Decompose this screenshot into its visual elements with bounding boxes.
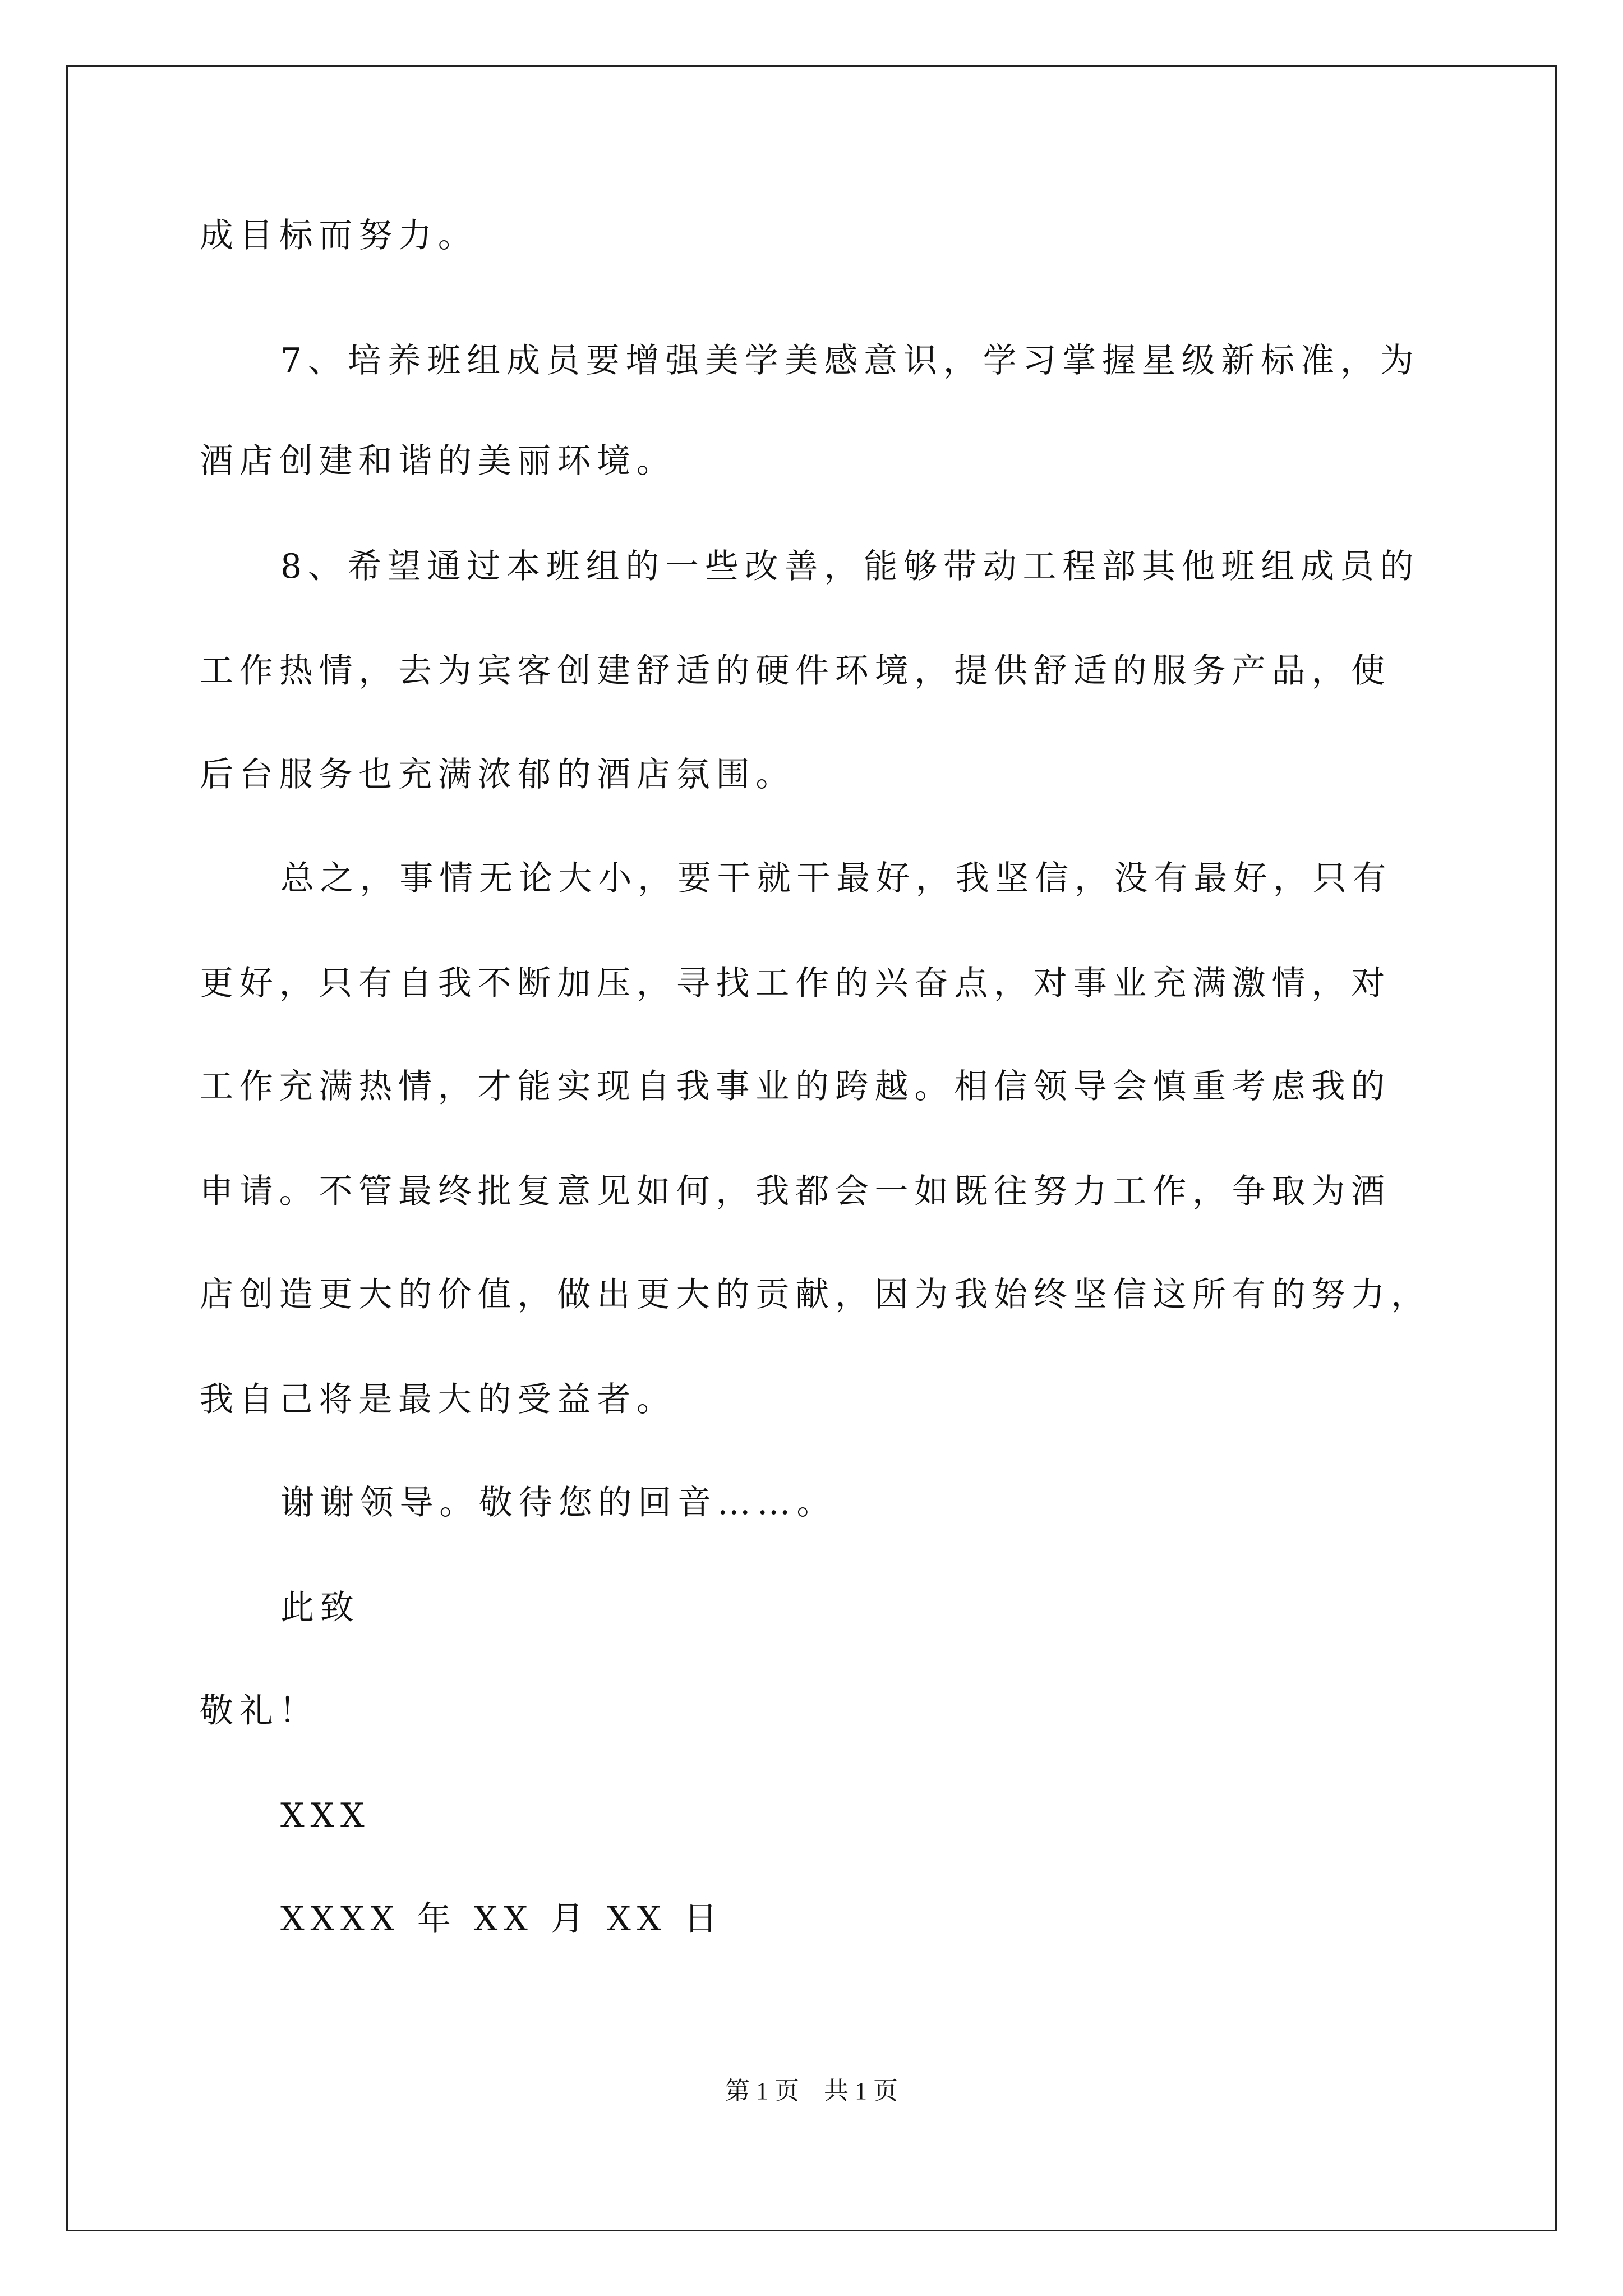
closing-jingli: 敬礼！ xyxy=(200,1691,319,1731)
body-line-12: 我自己将是最大的受益者。 xyxy=(200,1380,676,1419)
body-line-9: 工作充满热情，才能实现自我事业的跨越。相信领导会慎重考虑我的 xyxy=(200,1067,1391,1106)
page-footer: 第 1 页 共 1 页 xyxy=(725,2077,898,2105)
body-line-2: 7、培养班组成员要增强美学美感意识，学习掌握星级新标准，为 xyxy=(280,341,1420,380)
body-line-1: 成目标而努力。 xyxy=(200,216,478,255)
body-line-3: 酒店创建和谐的美丽环境。 xyxy=(200,441,676,481)
body-line-11: 店创造更大的价值，做出更大的贡献，因为我始终坚信这所有的努力， xyxy=(200,1275,1431,1314)
body-line-6: 后台服务也充满浓郁的酒店氛围。 xyxy=(200,755,795,794)
signature-name: XXX xyxy=(280,1796,371,1835)
body-line-8: 更好，只有自我不断加压，寻找工作的兴奋点，对事业充满激情，对 xyxy=(200,964,1391,1003)
body-line-5: 工作热情，去为宾客创建舒适的硬件环境，提供舒适的服务产品，使 xyxy=(200,651,1391,691)
body-line-7: 总之，事情无论大小，要干就干最好，我坚信，没有最好，只有 xyxy=(280,859,1393,898)
closing-cizhi: 此致 xyxy=(280,1588,360,1627)
body-line-4: 8、希望通过本班组的一些改善，能够带动工程部其他班组成员的 xyxy=(280,547,1420,586)
body-line-10: 申请。不管最终批复意见如何，我都会一如既往努力工作，争取为酒 xyxy=(200,1172,1391,1211)
signature-date: XXXX 年 XX 月 XX 日 xyxy=(280,1899,723,1939)
closing-thanks: 谢谢领导。敬待您的回音……。 xyxy=(280,1483,837,1522)
